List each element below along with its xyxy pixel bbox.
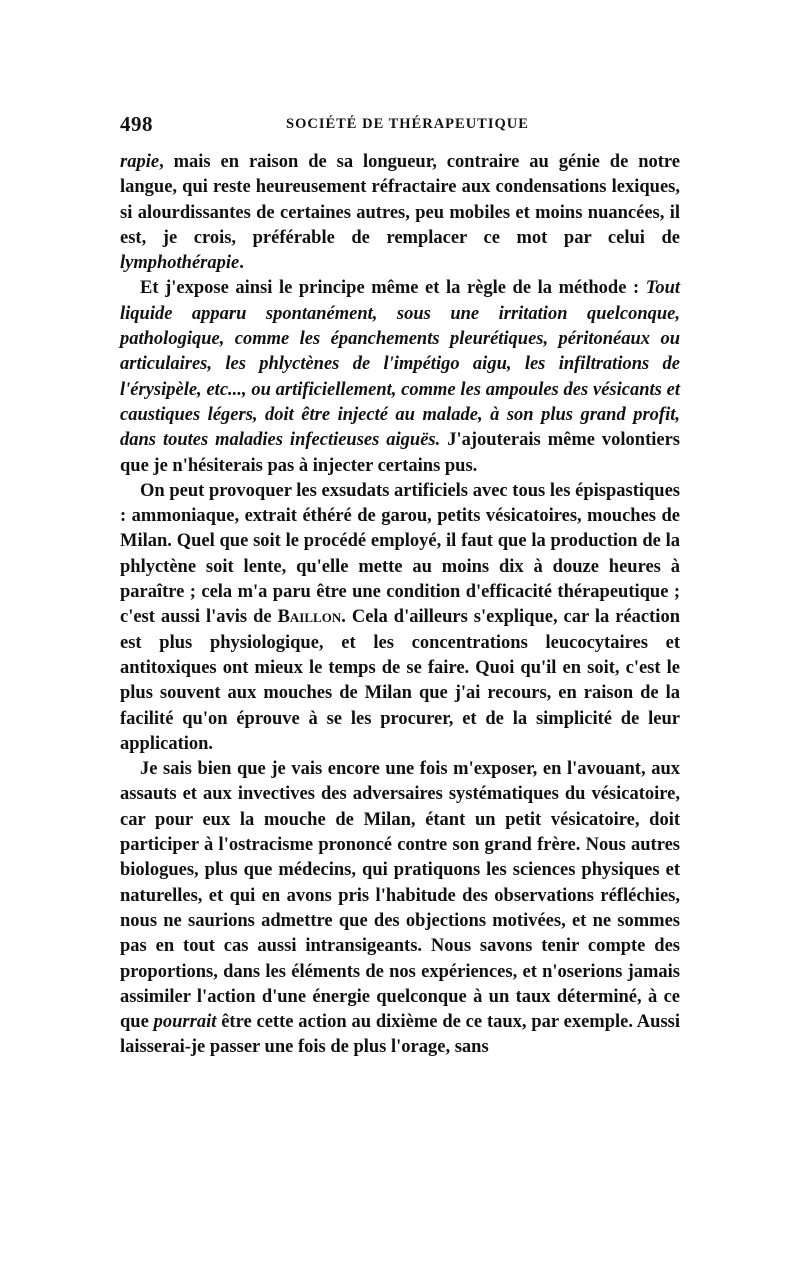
text-segment: rapie xyxy=(120,152,160,172)
text-segment: lymphothérapie xyxy=(120,253,240,274)
paragraph-2 xyxy=(120,276,680,478)
body-text xyxy=(120,150,680,1061)
text-segment: , mais en raison de sa longueur, contraire au génie de notre langue, qui reste heureusement réfractaire aux condensations lexiques, si alourdissantes de certaines autres, peu mobiles et moins nuancées, il est, je crois, préférable de remplacer ce mot par celui de xyxy=(120,152,680,248)
text-segment: J'ajouterais même volontiers que je n'hésiterais pas à injecter certains pus. xyxy=(120,430,681,476)
text-segment: On peut provoquer les exsudats artificiels avec tous les épispastiques : ammoniaque, extrait éthéré de garou, petits vésicatoires, mouches de Milan. Quel que soit le procédé employé, il faut que la production de la phlyctène soit lente, qu'elle mette au moins dix à douze heures à paraître ; cela m'a paru être une condition d'efficacité thérapeutique ; c'est aussi l'avis de xyxy=(120,480,680,628)
running-head: SOCIÉTÉ DE THÉRAPEUTIQUE xyxy=(286,116,529,132)
paragraph-4 xyxy=(120,757,680,1061)
text-segment: Et j'expose ainsi le principe même et la règle de la méthode : xyxy=(140,278,646,299)
text-segment: . Cela d'ailleurs s'explique, car la réaction est plus physiologique, et les concentrations leucocytaires et antitoxiques ont mieux le temps de se faire. Quoi qu'il en soit, c'est le plus souvent aux mouches de Milan que j'ai recours, en raison de la facilité qu'on éprouve à se les procurer, et de la simplicité de leur application. xyxy=(120,607,680,754)
paragraph-3 xyxy=(120,479,680,757)
text-segment: pourrait xyxy=(153,1012,217,1033)
text-segment: Tout liquide apparu spontanément, sous une irritation quelconque, pathologique, comme les épanchements pleurétiques, péritonéaux ou articulaires, les phlyctènes de l'impétigo aigu, les infiltrations de l'érysipèle, etc..., ou artificiellement, comme les ampoules des vésicants et caustiques légers, doit être injecté au malade, à son plus grand profit, dans toutes maladies infectieuses aiguës. xyxy=(120,278,680,451)
paragraph-1 xyxy=(120,150,680,276)
text-segment: Je sais bien que je vais encore une fois m'exposer, en l'avouant, aux assauts et aux invectives des adversaires systématiques du vésicatoire, car pour eux la mouche de Milan, étant un petit vésicatoire, doit participer à l'ostracisme prononcé contre son grand frère. Nous autres biologues, plus que médecins, qui pratiquons les sciences physiques et naturelles, et qui en avons pris l'habitude des observations réfléchies, nous ne saurions admettre que des objections motivées, et ne sommes pas en tout cas aussi intransigeants. Nous savons tenir compte des proportions, dans les éléments de nos expériences, et n'oserions jamais assimiler l'action d'une énergie quelconque à un taux déterminé, à ce que xyxy=(120,759,680,1033)
page-number: 498 xyxy=(120,112,153,136)
text-segment: être cette action au dixième de ce taux, par exemple. Aussi laisserai-je passer une fois de plus l'orage, sans xyxy=(120,1012,680,1058)
author-name: Baillon xyxy=(277,607,342,628)
text-segment: . xyxy=(239,253,244,274)
page-header xyxy=(120,112,680,138)
